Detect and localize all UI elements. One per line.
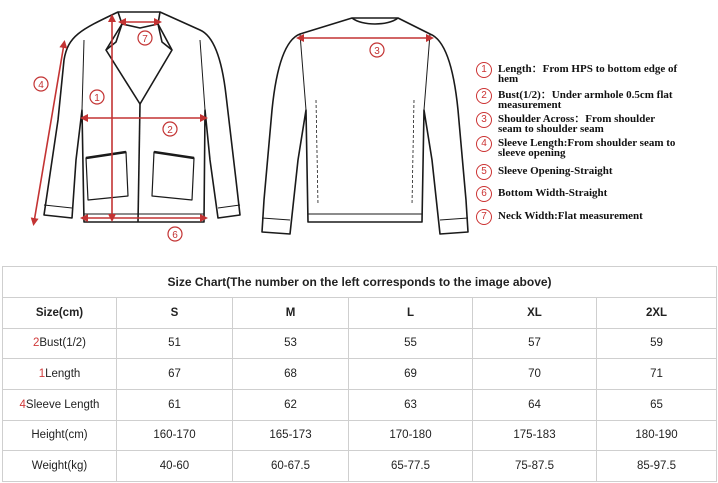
- legend-number: 6: [476, 186, 492, 202]
- svg-text:1: 1: [94, 93, 100, 104]
- table-header-row: [3, 298, 717, 329]
- table-cell: 180-190: [597, 420, 717, 451]
- legend-text: Bottom Width-Straight: [498, 187, 608, 199]
- row-label-text: Weight(kg): [31, 460, 88, 473]
- table-cell: 57: [473, 328, 597, 359]
- table-cell: 68: [233, 359, 349, 390]
- legend-number: 4: [476, 136, 492, 152]
- svg-text:6: 6: [172, 230, 178, 241]
- legend-text: Length：From HPS to bottom edge of hem: [498, 63, 678, 85]
- svg-text:2: 2: [167, 125, 173, 136]
- table-cell: 40-60: [117, 451, 233, 482]
- row-label-text: Sleeve Length: [25, 398, 100, 411]
- svg-text:3: 3: [374, 46, 380, 57]
- table-cell: 170-180: [349, 420, 473, 451]
- legend-item-length: [476, 62, 698, 84]
- header-size-label: Size(cm): [3, 298, 117, 329]
- caption-title: Size Chart: [167, 275, 227, 289]
- legend-item-shoulder: [476, 112, 678, 134]
- marker-4: [34, 77, 48, 91]
- caption-subtitle: (The number on the left corresponds to the image above): [226, 275, 552, 289]
- marker-1: [90, 90, 104, 104]
- table-cell: 51: [117, 328, 233, 359]
- table-cell: 70: [473, 359, 597, 390]
- row-number: 1: [38, 368, 46, 381]
- table-cell: 71: [597, 359, 717, 390]
- row-label-text: Height(cm): [31, 429, 88, 442]
- marker-2: [163, 122, 177, 136]
- table-cell: 67: [117, 359, 233, 390]
- table-row: [3, 420, 717, 451]
- table-cell: 53: [233, 328, 349, 359]
- legend-text: Bust(1/2)：Under armhole 0.5cm flat measurement: [498, 89, 673, 111]
- header-size-s: S: [117, 298, 233, 329]
- table-cell: 60-67.5: [233, 451, 349, 482]
- table-cell: 165-173: [233, 420, 349, 451]
- legend-text: Sleeve Opening-Straight: [498, 165, 613, 177]
- row-label: [3, 328, 117, 359]
- table-cell: 55: [349, 328, 473, 359]
- legend-item-neck-width: [476, 209, 643, 225]
- table-cell: 175-183: [473, 420, 597, 451]
- header-size-m: M: [233, 298, 349, 329]
- legend-number: 7: [476, 209, 492, 225]
- legend-number: 2: [476, 88, 492, 104]
- table-cell: 65: [597, 389, 717, 420]
- row-label: [3, 389, 117, 420]
- header-size-2xl: 2XL: [597, 298, 717, 329]
- legend-number: 3: [476, 112, 492, 128]
- table-cell: 69: [349, 359, 473, 390]
- table-row: [3, 359, 717, 390]
- legend-text: Sleeve Length:From shoulder seam to sleeve opening: [498, 137, 676, 159]
- marker-7: [138, 31, 152, 45]
- row-label-text: Bust(1/2): [39, 337, 87, 350]
- legend-number: 5: [476, 164, 492, 180]
- size-chart-table: [2, 266, 717, 482]
- size-chart-caption: [3, 267, 717, 298]
- legend-item-sleeve-length: [476, 136, 698, 158]
- table-cell: 59: [597, 328, 717, 359]
- table-cell: 85-97.5: [597, 451, 717, 482]
- row-label-text: Length: [45, 368, 81, 381]
- row-number: 4: [19, 398, 26, 411]
- row-label: [3, 359, 117, 390]
- row-label: [3, 451, 117, 482]
- table-cell: 61: [117, 389, 233, 420]
- jacket-back-drawing: [262, 18, 468, 234]
- table-cell: 160-170: [117, 420, 233, 451]
- table-cell: 62: [233, 389, 349, 420]
- legend-item-bottom-width: [476, 186, 607, 202]
- marker-3: [370, 43, 384, 57]
- header-size-l: L: [349, 298, 473, 329]
- table-cell: 75-87.5: [473, 451, 597, 482]
- legend-text: Shoulder Across：From shoulder seam to shoulder seam: [498, 113, 655, 135]
- svg-text:7: 7: [142, 34, 148, 45]
- header-size-xl: XL: [473, 298, 597, 329]
- legend-item-bust: [476, 88, 673, 110]
- legend-item-sleeve-opening: [476, 164, 613, 180]
- table-cell: 63: [349, 389, 473, 420]
- legend-number: 1: [476, 62, 492, 78]
- svg-text:4: 4: [38, 80, 44, 91]
- table-cell: 65-77.5: [349, 451, 473, 482]
- legend-text: Neck Width:Flat measurement: [498, 210, 643, 222]
- table-row: [3, 328, 717, 359]
- row-number: 2: [32, 337, 40, 350]
- row-label: [3, 420, 117, 451]
- measurement-markers: [34, 31, 384, 241]
- table-row: [3, 389, 717, 420]
- table-cell: 64: [473, 389, 597, 420]
- table-row: [3, 451, 717, 482]
- marker-6: [168, 227, 182, 241]
